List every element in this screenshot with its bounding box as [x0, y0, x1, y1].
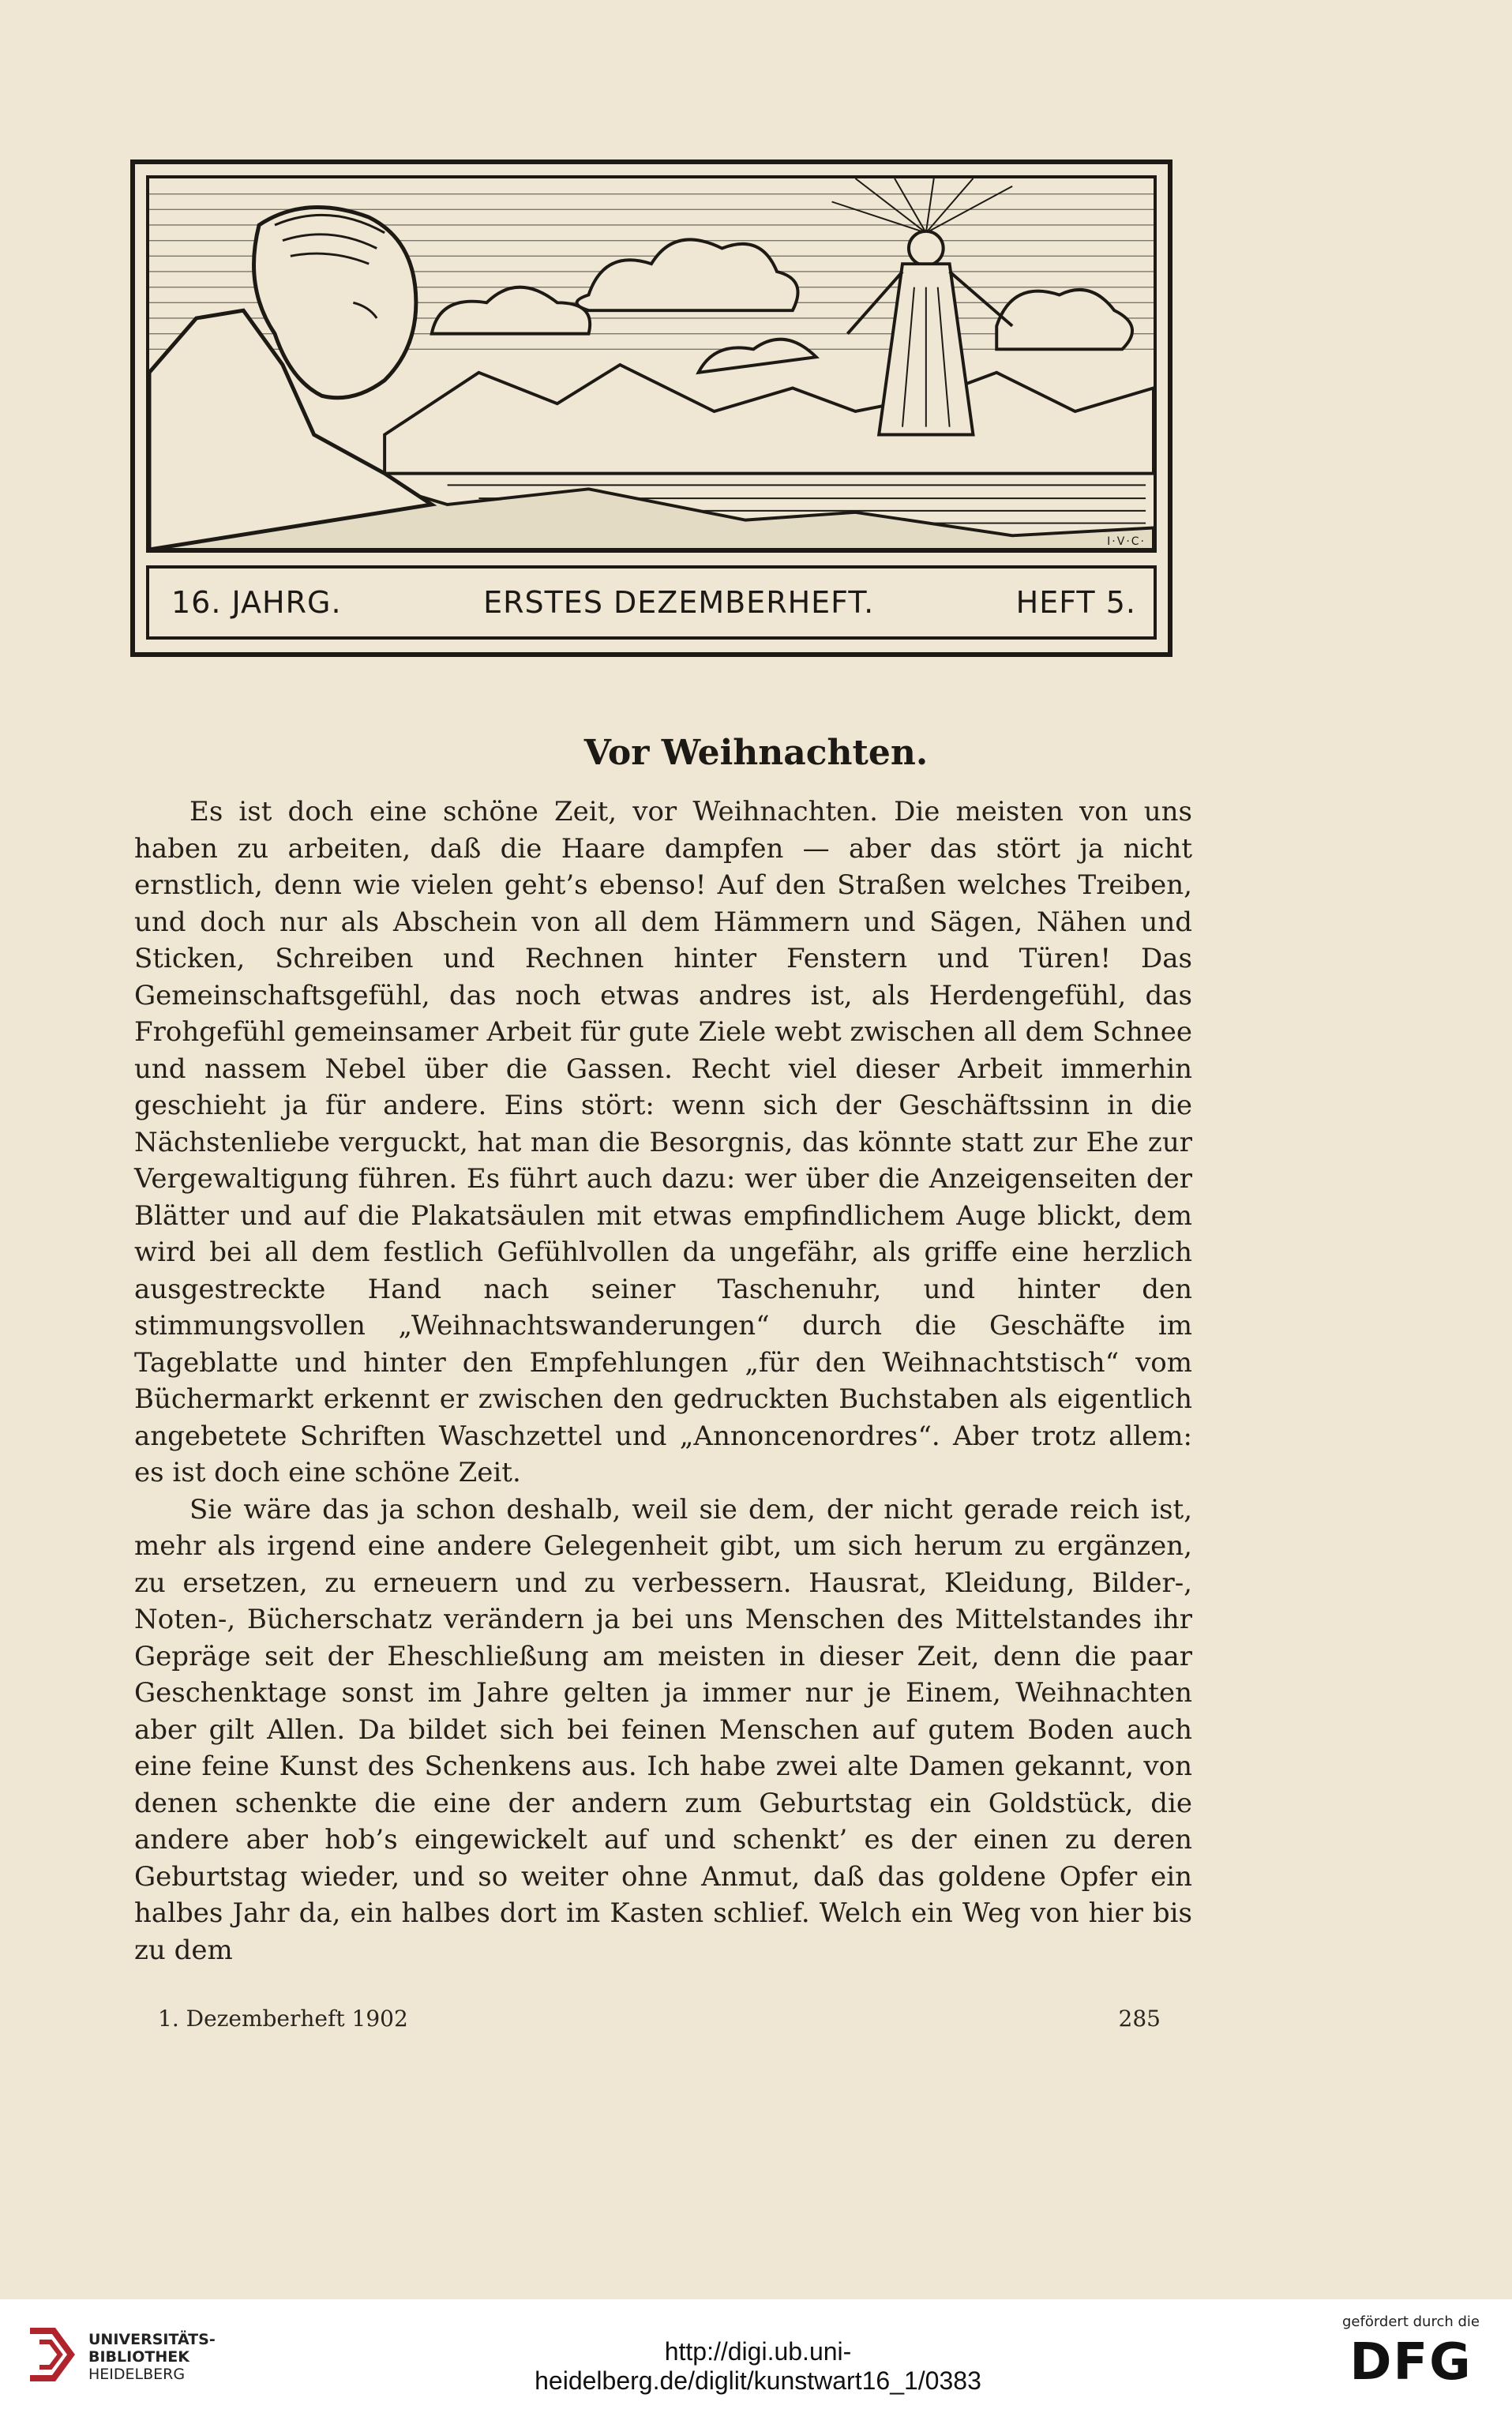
dfg-logo: DFG [1349, 2333, 1473, 2392]
article-title: Vor Weihnachten. [583, 733, 929, 773]
issue-info-bar [146, 565, 1157, 640]
permalink-link[interactable]: http://digi.ub.uni-heidelberg.de/diglit/kunstwart16_1/0383 [535, 2337, 981, 2395]
article-body [134, 794, 1192, 1968]
page-footer [158, 2006, 1161, 2032]
artist-initials: I·V·C· [1107, 535, 1146, 548]
library-logo-icon [22, 2323, 79, 2386]
issue-date: 1. Dezemberheft 1902 [158, 2006, 408, 2032]
university-library-logo[interactable] [22, 2323, 79, 2389]
issue-label: ERSTES DEZEMBERHEFT. [483, 585, 875, 620]
funder-caption: gefördert durch die [1342, 2314, 1480, 2330]
woodcut-drawing [149, 178, 1154, 550]
article-paragraph: Sie wäre das ja schon deshalb, weil sie dem, der nicht gerade reich ist, mehr als irgend eine andere Gelegenheit gibt, um sich herum zu ergänzen, zu ersetzen, zu erneuern und zu verbessern. Hausrat, Kleidung, Bilder-, Noten-, Bücherschatz verändern ja bei uns Menschen des Mittelstandes ihr Gepräge seit der Eheschließung am meisten in dieser Zeit, denn die paar Geschenktage sonst im Jahre gelten ja immer nur je Einem, Weihnachten aber gilt Allen. Da bildet sich bei feinen Menschen auf gutem Boden auch eine feine Kunst des Schenkens aus. Ich habe zwei alte Damen gekannt, von denen schenkte die eine der andern zum Geburtstag ein Goldstück, die andere aber hob’s eingewickelt auf und schenkt’ es der einen zu deren Geburtstag wieder, und so weiter ohne Anmut, daß das goldene Opfer ein halbes Jahr da, ein halbes dort im Kasten schlief. Welch ein Weg von hier bis zu dem [134, 1493, 1192, 1966]
number-label: HEFT 5. [1015, 585, 1136, 620]
viewer-footer-bar [0, 2299, 1512, 2413]
library-name: UNIVERSITÄTS- BIBLIOTHEK HEIDELBERG [88, 2331, 216, 2383]
funder-logo[interactable] [1332, 2314, 1490, 2392]
page-number: 285 [1118, 2006, 1161, 2032]
masthead-banner [130, 159, 1172, 657]
year-label: 16. JAHRG. [171, 585, 342, 620]
article-paragraph: Es ist doch eine schöne Zeit, vor Weihnachten. Die meisten von uns haben zu arbeiten, daß die Haare dampfen — aber das stört ja nicht ernstlich, denn wie vielen geht’s ebenso! Auf den Straßen welches Treiben, und doch nur als Abschein von all dem Hämmern und Sägen, Nähen und Sticken, Schreiben und Rechnen hinter Fenstern und Türen! Das Gemeinschaftsgefühl, das noch etwas andres ist, als Herdengefühl, das Frohgefühl gemeinsamer Arbeit für gute Ziele webt zwischen all dem Schnee und nassem Nebel über die Gassen. Recht viel dieser Arbeit immerhin geschieht ja für andere. Eins stört: wenn sich der Geschäftssinn in die Nächstenliebe verguckt, hat man die Besorgnis, das könnte statt zur Ehe zur Vergewaltigung führen. Es führt auch dazu: wer über die Anzeigenseiten der Blätter und auf die Plakatsäulen mit etwas empfindlichem Auge blickt, dem wird bei all dem festlich Gefühlvollen da ungefähr, als griffe eine herzlich ausgestreckte Hand nach seiner Taschenuhr, und hinter den stimmungsvollen „Weihnachtswanderungen“ durch die Geschäfte im Tageblatte und hinter den Empfehlungen „für den Weihnachtstisch“ vom Büchermarkt erkennt er zwischen den gedruckten Buchstaben als eigentlich angebetete Schriften Waschzettel und „Annoncenordres“. Aber trotz allem: es ist doch eine schöne Zeit. [134, 796, 1192, 1488]
masthead-illustration [146, 175, 1157, 553]
